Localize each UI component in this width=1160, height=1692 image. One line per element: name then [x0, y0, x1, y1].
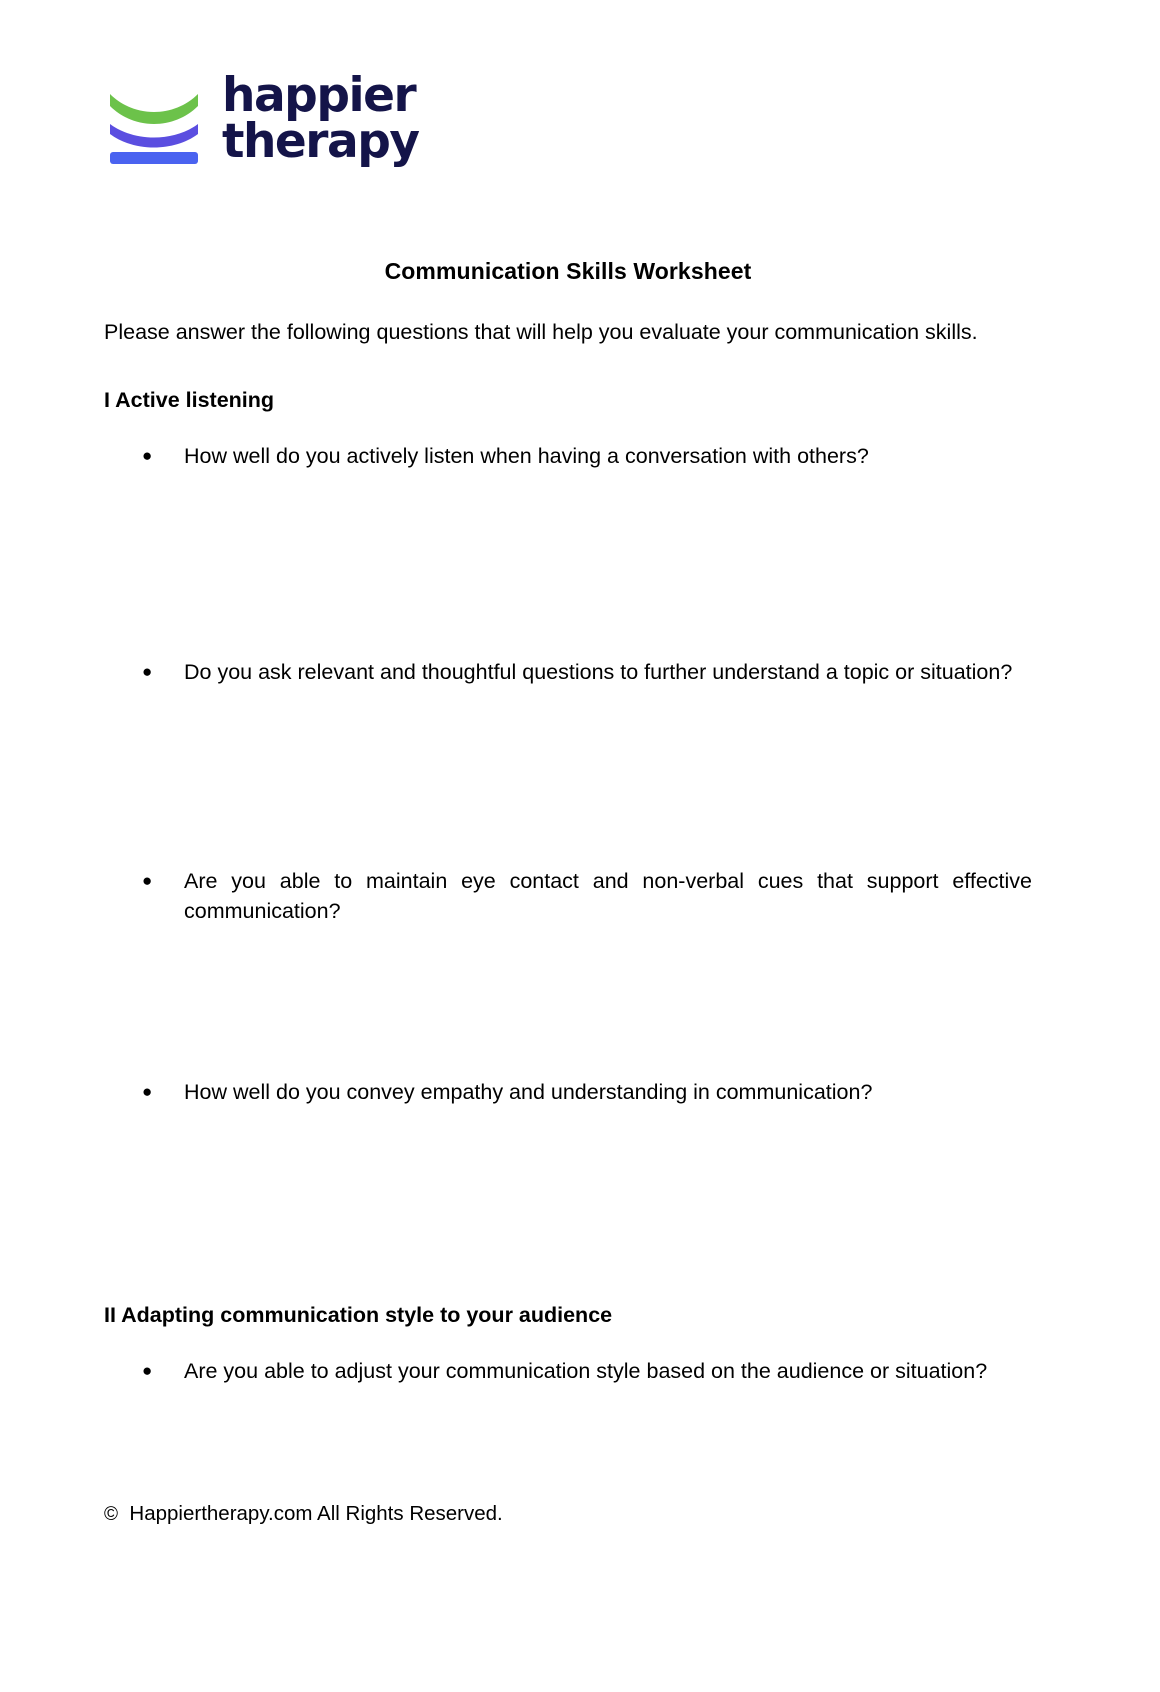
question-list-adapting-style [104, 1356, 1032, 1387]
question-text: Do you ask relevant and thoughtful questions to further understand a topic or situation? [184, 660, 1013, 685]
answer-space[interactable] [104, 1107, 1032, 1303]
question-text: How well do you convey empathy and understanding in communication? [184, 1079, 873, 1104]
bullet-icon: ● [142, 1361, 153, 1381]
bullet-icon: ● [142, 445, 153, 465]
logo-wordmark-line1: happier [222, 67, 416, 123]
page-title: Communication Skills Worksheet [384, 258, 752, 284]
question-text: Are you able to maintain eye contact and non-verbal cues that support effective communication? [184, 868, 1032, 924]
footer-copyright [104, 1502, 503, 1526]
bullet-icon: ● [142, 662, 153, 682]
list-item [104, 657, 1032, 688]
intro-paragraph: Please answer the following questions that will help you evaluate your communication skills. [104, 320, 978, 344]
footer-text: Happiertherapy.com All Rights Reserved. [129, 1502, 503, 1525]
logo-wordmark [222, 67, 419, 171]
list-item [104, 1356, 1032, 1387]
list-item [104, 866, 1032, 927]
list-item [104, 1077, 1032, 1108]
bullet-icon: ● [142, 870, 153, 890]
bullet-icon: ● [142, 1081, 153, 1101]
answer-space[interactable] [104, 688, 1032, 866]
question-text: Are you able to adjust your communication style based on the audience or situation? [184, 1359, 988, 1384]
list-item [104, 441, 1032, 472]
question-text: How well do you actively listen when having a conversation with others? [184, 443, 869, 468]
document-body [104, 258, 1032, 1387]
answer-space[interactable] [104, 471, 1032, 657]
section-heading-adapting-style: II Adapting communication style to your audience [104, 1303, 613, 1328]
brand-logo [104, 67, 419, 172]
logo-wordmark-line2: therapy [222, 114, 419, 169]
question-list-active-listening [104, 441, 1032, 1108]
copyright-icon: © [104, 1504, 118, 1525]
section-heading-active-listening: I Active listening [104, 387, 275, 412]
three-curved-lines-logo-icon [104, 72, 204, 172]
answer-space[interactable] [104, 927, 1032, 1077]
